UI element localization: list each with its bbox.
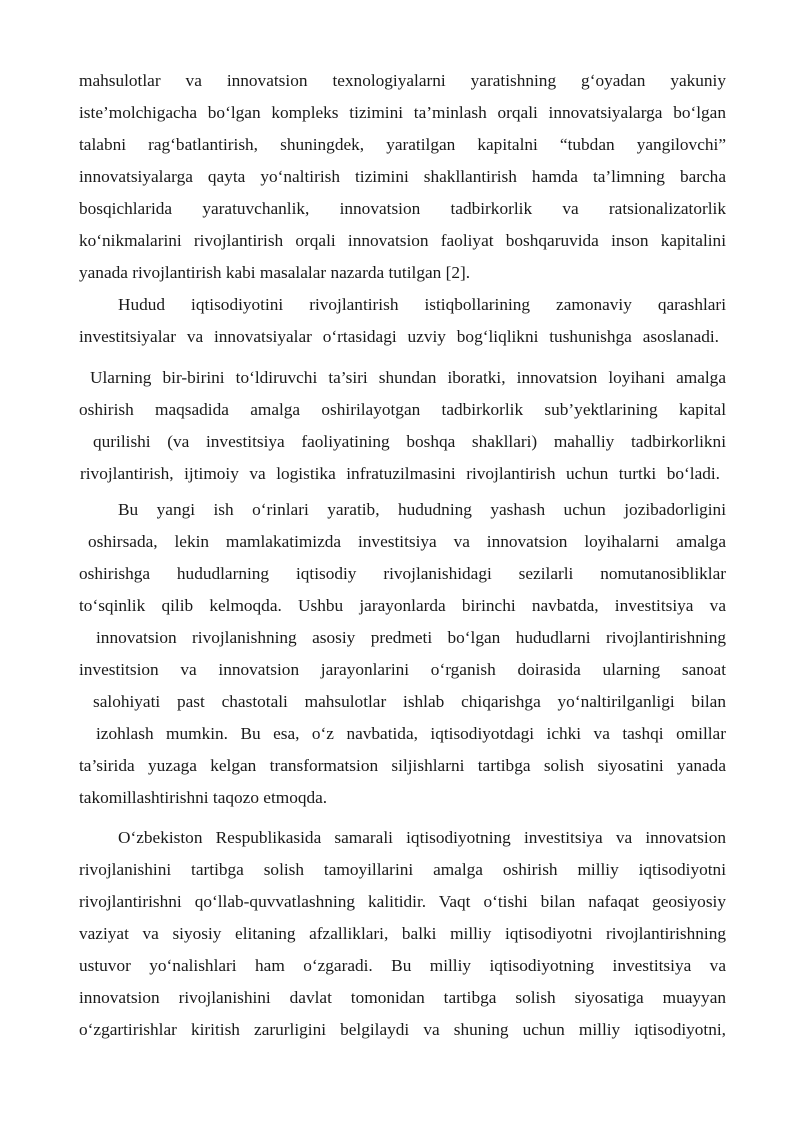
text-line: Bu yangi ish o‘rinlari yaratib, hududning yashash uchun jozibadorligini (118, 500, 726, 519)
text-line: investitsiyalar va innovatsiyalar o‘rtasidagi uzviy bog‘liqlikni tushunishga asoslanadi. (79, 327, 719, 346)
text-line: qurilishi (va investitsiya faoliyatining boshqa shakllari) mahalliy tadbirkorlikni (93, 432, 726, 451)
text-line: oshirsada, lekin mamlakatimizda investitsiya va innovatsion loyihalarni amalga (88, 532, 726, 551)
text-line: ustuvor yo‘nalishlari ham o‘zgaradi. Bu milliy iqtisodiyotning investitsiya va (79, 956, 726, 975)
text-line: bosqichlarida yaratuvchanlik, innovatsion tadbirkorlik va ratsionalizatorlik (79, 199, 726, 218)
text-line: oshirish maqsadida amalga oshirilayotgan tadbirkorlik sub’yektlarining kapital (79, 400, 726, 419)
text-line: investitsion va innovatsion jarayonlarini o‘rganish doirasida ularning sanoat (79, 660, 726, 679)
text-line: rivojlanishini tartibga solish tamoyillarini amalga oshirish milliy iqtisodiyotni (79, 860, 726, 879)
text-line: talabni rag‘batlantirish, shuningdek, yaratilgan kapitalni “tubdan yangilovchi” (79, 135, 726, 154)
text-line: Ularning bir-birini to‘ldiruvchi ta’siri shundan iboratki, innovatsion loyihani amalga (90, 368, 726, 387)
text-line: O‘zbekiston Respublikasida samarali iqtisodiyotning investitsiya va innovatsion (118, 828, 726, 847)
text-line: mahsulotlar va innovatsion texnologiyalarni yaratishning g‘oyadan yakuniy (79, 71, 726, 90)
text-line: salohiyati past chastotali mahsulotlar ishlab chiqarishga yo‘naltirilganligi bilan (93, 692, 726, 711)
text-line: to‘sqinlik qilib kelmoqda. Ushbu jarayonlarda birinchi navbatda, investitsiya va (79, 596, 726, 615)
text-line: innovatsiyalarga qayta yo‘naltirish tizimini shakllantirish hamda ta’limning barcha (79, 167, 726, 186)
text-line: iste’molchigacha bo‘lgan kompleks tizimini ta’minlash orqali innovatsiyalarga bo‘lgan (79, 103, 726, 122)
text-line: o‘zgartirishlar kiritish zarurligini belgilaydi va shuning uchun milliy iqtisodiyotni, (79, 1020, 726, 1039)
text-line: innovatsion rivojlanishning asosiy predmeti bo‘lgan hududlarni rivojlantirishning (96, 628, 726, 647)
text-line: ko‘nikmalarini rivojlantirish orqali innovatsion faoliyat boshqaruvida inson kapitalini (79, 231, 726, 250)
text-line: innovatsion rivojlanishini davlat tomonidan tartibga solish siyosatiga muayyan (79, 988, 726, 1007)
text-line: izohlash mumkin. Bu esa, o‘z navbatida, iqtisodiyotdagi ichki va tashqi omillar (96, 724, 726, 743)
text-line: Hudud iqtisodiyotini rivojlantirish istiqbollarining zamonaviy qarashlari (118, 295, 726, 314)
text-line: rivojlantirish, ijtimoiy va logistika infratuzilmasini rivojlantirish uchun turtki bo‘ladi. (80, 464, 720, 483)
text-line: ta’sirida yuzaga kelgan transformatsion siljishlarni tartibga solish siyosatini yanada (79, 756, 726, 775)
text-line: oshirishga hududlarning iqtisodiy rivojlanishidagi sezilarli nomutanosibliklar (79, 564, 726, 583)
text-line: takomillashtirishni taqozo etmoqda. (79, 788, 328, 807)
text-line: vaziyat va siyosiy elitaning afzalliklari, balki milliy iqtisodiyotni rivojlantirishning (79, 924, 726, 943)
text-line: rivojlantirishni qo‘llab-quvvatlashning kalitidir. Vaqt o‘tishi bilan nafaqat geosiyosiy (79, 892, 726, 911)
text-line: yanada rivojlantirish kabi masalalar nazarda tutilgan [2]. (79, 263, 471, 282)
